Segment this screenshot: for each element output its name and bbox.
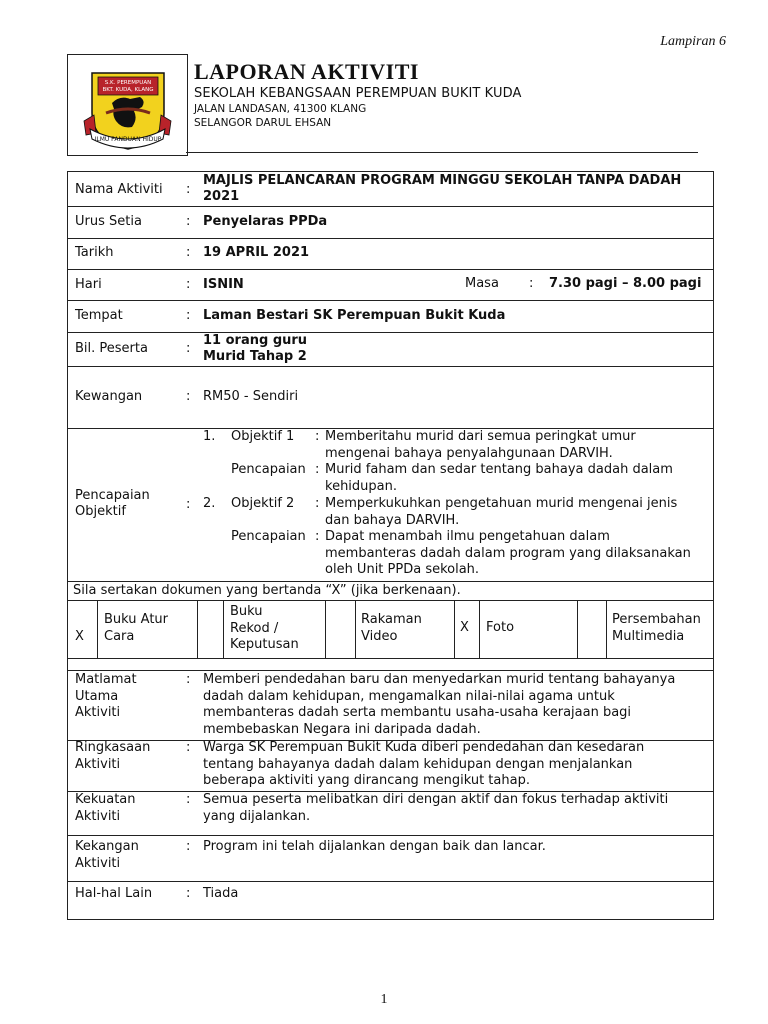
address-line-2: SELANGOR DARUL EHSAN [194, 117, 332, 129]
page-number: 1 [380, 992, 388, 1007]
doc-label-buku-atur-cara: Buku Atur [104, 612, 169, 627]
doc-check-persembahan[interactable] [578, 601, 606, 658]
value-tarikh: 19 APRIL 2021 [203, 245, 310, 260]
label-urus-setia: Urus Setia [75, 214, 142, 229]
value-hal-hal-lain: Tiada [203, 886, 239, 901]
document-instruction: Sila sertakan dokumen yang bertanda “X” (jika berkenaan). [73, 583, 461, 598]
value-urus-setia: Penyelaras PPDa [203, 214, 328, 229]
value-bil-peserta-2: Murid Tahap 2 [203, 349, 307, 364]
doc-check-rakaman-video[interactable] [326, 601, 355, 658]
value-nama-aktiviti: MAJLIS PELANCARAN PROGRAM MINGGU SEKOLAH TANPA DADAH [203, 173, 682, 188]
report-form-table: Nama Aktiviti : MAJLIS PELANCARAN PROGRAM MINGGU SEKOLAH TANPA DADAH 2021 Urus Setia : Penyelaras PPDa Tarikh : 19 APRIL 2021 Hari : ISNIN Masa : 7.30 pagi – 8.00 pagi Tempat : Laman Bestari SK Perempuan Bukit Kuda Bil. Peserta : 11 orang guru Murid Tahap 2 Kewangan : RM50 - Sendiri Pencapaian Objektif : 1. Objektif 1 : Memberitahu murid dari semua peringkat umur mengenai bahaya penyalahgunaan DARVIH. Pencapaian : Murid faham dan sedar tentang bahaya dadah dalam kehidupan. 2. Objektif 2 : Memperkukuhkan pengetahuan murid mengenai jenis dan bahaya DARVIH. Pencapaian : Dapat menambah ilmu pengetahuan dalam membanteras dadah dalam program yang dilaksanakan oleh Unit PPDa sekolah. Sila sertakan dokumen yang bertanda “X” (jika berkenaan). X Buku Atur Cara Buku Rekod / Keputusan Rakaman Video X Foto Persembahan Multimedia Matlamat Utama Aktiviti : Memberi pendedahan baru dan menyedarkan murid tentang bahayanya dadah dalam kehidupan, mengamalkan nilai-nilai agama untuk membanteras dadah serta membantu usaha-usaha kerajaan bagi membebaskan Negara ini daripada dadah. Ringkasaan Aktiviti : Warga SK Perempuan Bukit Kuda diberi pendedahan dan kesedaran tentang bahayanya dadah dalam kehidupan dengan menjalankan beberapa aktiviti yang dirancang mengikut tahap. Kekuatan Aktiviti : Semua peserta melibatkan diri dengan aktif dan fokus terhadap aktiviti yang dijalankan. Kekangan Aktiviti : Program ini telah dijalankan dengan baik dan lancar. Hal-hal Lain : Tiada [67, 171, 714, 920]
svg-text:BKT. KUDA, KLANG: BKT. KUDA, KLANG [102, 87, 154, 93]
label-nama-aktiviti: Nama Aktiviti [75, 182, 163, 197]
label-kewangan: Kewangan [75, 389, 143, 404]
school-logo [68, 55, 187, 155]
value-kekuatan: Semua peserta melibatkan diri dengan aktif dan fokus terhadap aktiviti [203, 792, 669, 807]
logo-text-top: S.K. PEREMPUAN [104, 80, 152, 86]
objective-2-label: Objektif 2 [231, 496, 295, 511]
logo-box [67, 54, 188, 156]
pencapaian-2-label: Pencapaian [231, 529, 306, 544]
label-bil-peserta: Bil. Peserta [75, 341, 148, 356]
doc-label-foto: Foto [486, 620, 515, 635]
pencapaian-1-label: Pencapaian [231, 462, 306, 477]
doc-label-rakaman-video: Rakaman [361, 612, 422, 627]
label-matlamat: Matlamat [75, 672, 137, 687]
address-line-1: JALAN LANDASAN, 41300 KLANG [194, 103, 367, 115]
value-bil-peserta-1: 11 orang guru [203, 333, 308, 348]
value-tempat: Laman Bestari SK Perempuan Bukit Kuda [203, 308, 506, 323]
value-matlamat: Memberi pendedahan baru dan menyedarkan murid tentang bahayanya [203, 672, 676, 687]
value-ringkasan: Warga SK Perempuan Bukit Kuda diberi pendedahan dan kesedaran [203, 740, 645, 755]
doc-check-buku-rekod[interactable] [198, 601, 223, 658]
label-tempat: Tempat [75, 308, 123, 323]
value-kekangan: Program ini telah dijalankan dengan baik dan lancar. [203, 839, 546, 854]
value-masa: 7.30 pagi – 8.00 pagi [549, 276, 702, 291]
objective-1-label: Objektif 1 [231, 429, 295, 444]
label-hal-hal-lain: Hal-hal Lain [75, 886, 153, 901]
label-hari: Hari [75, 277, 102, 292]
doc-label-persembahan: Persembahan [612, 612, 701, 627]
label-pencapaian: Pencapaian [75, 488, 150, 503]
doc-label-buku-rekod: Buku [230, 604, 263, 619]
mark-buku-atur-cara: X [75, 629, 84, 644]
value-hari: ISNIN [203, 277, 244, 292]
report-title: LAPORAN AKTIVITI [194, 59, 419, 84]
school-name: SEKOLAH KEBANGSAAN PEREMPUAN BUKIT KUDA [194, 86, 522, 101]
mark-foto: X [460, 620, 469, 635]
label-tarikh: Tarikh [75, 245, 114, 260]
label-ringkasan: Ringkasaan [75, 740, 151, 755]
label-kekuatan: Kekuatan [75, 792, 136, 807]
header-rule [186, 152, 698, 153]
value-kewangan: RM50 - Sendiri [203, 389, 299, 404]
lampiran-label: Lampiran 6 [660, 34, 726, 49]
logo-text-bottom: ILMU PANDUAN HIDUP [94, 136, 162, 143]
label-masa: Masa [465, 276, 499, 291]
label-kekangan: Kekangan [75, 839, 139, 854]
